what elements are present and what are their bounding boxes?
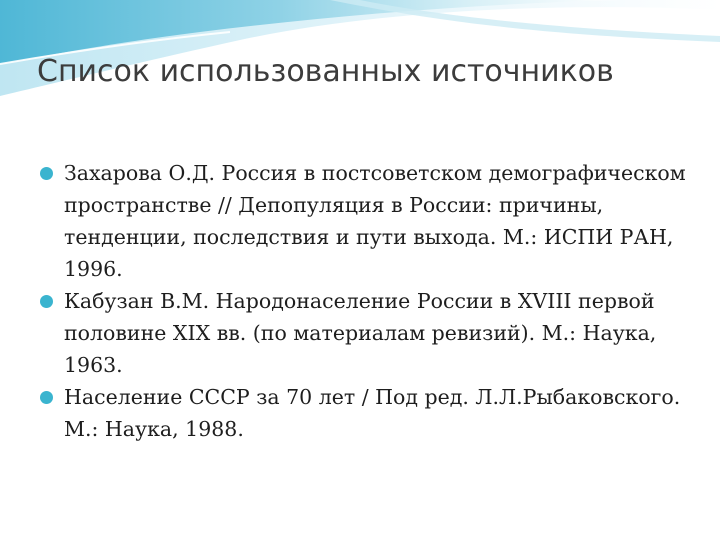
list-item xyxy=(40,381,700,445)
sources-list xyxy=(40,157,700,445)
list-item-text: Захарова О.Д. Россия в постсоветском демографическом пространстве // Депопуляция в России: причины, тенденции, последствия и пути выхода. М.: ИСПИ РАН, 1996. xyxy=(64,161,686,281)
list-item xyxy=(40,285,700,381)
list-item xyxy=(40,157,700,285)
circle-bullet-icon xyxy=(40,295,53,308)
list-item-text: Кабузан В.М. Народонаселение России в XVIII первой половине XIX вв. (по материалам ревизий). М.: Наука, 1963. xyxy=(64,289,657,377)
circle-bullet-icon xyxy=(40,167,53,180)
circle-bullet-icon xyxy=(40,391,53,404)
page-title: Список использованных источников xyxy=(37,54,614,89)
list-item-text: Население СССР за 70 лет / Под ред. Л.Л.Рыбаковского. М.: Наука, 1988. xyxy=(64,385,681,441)
